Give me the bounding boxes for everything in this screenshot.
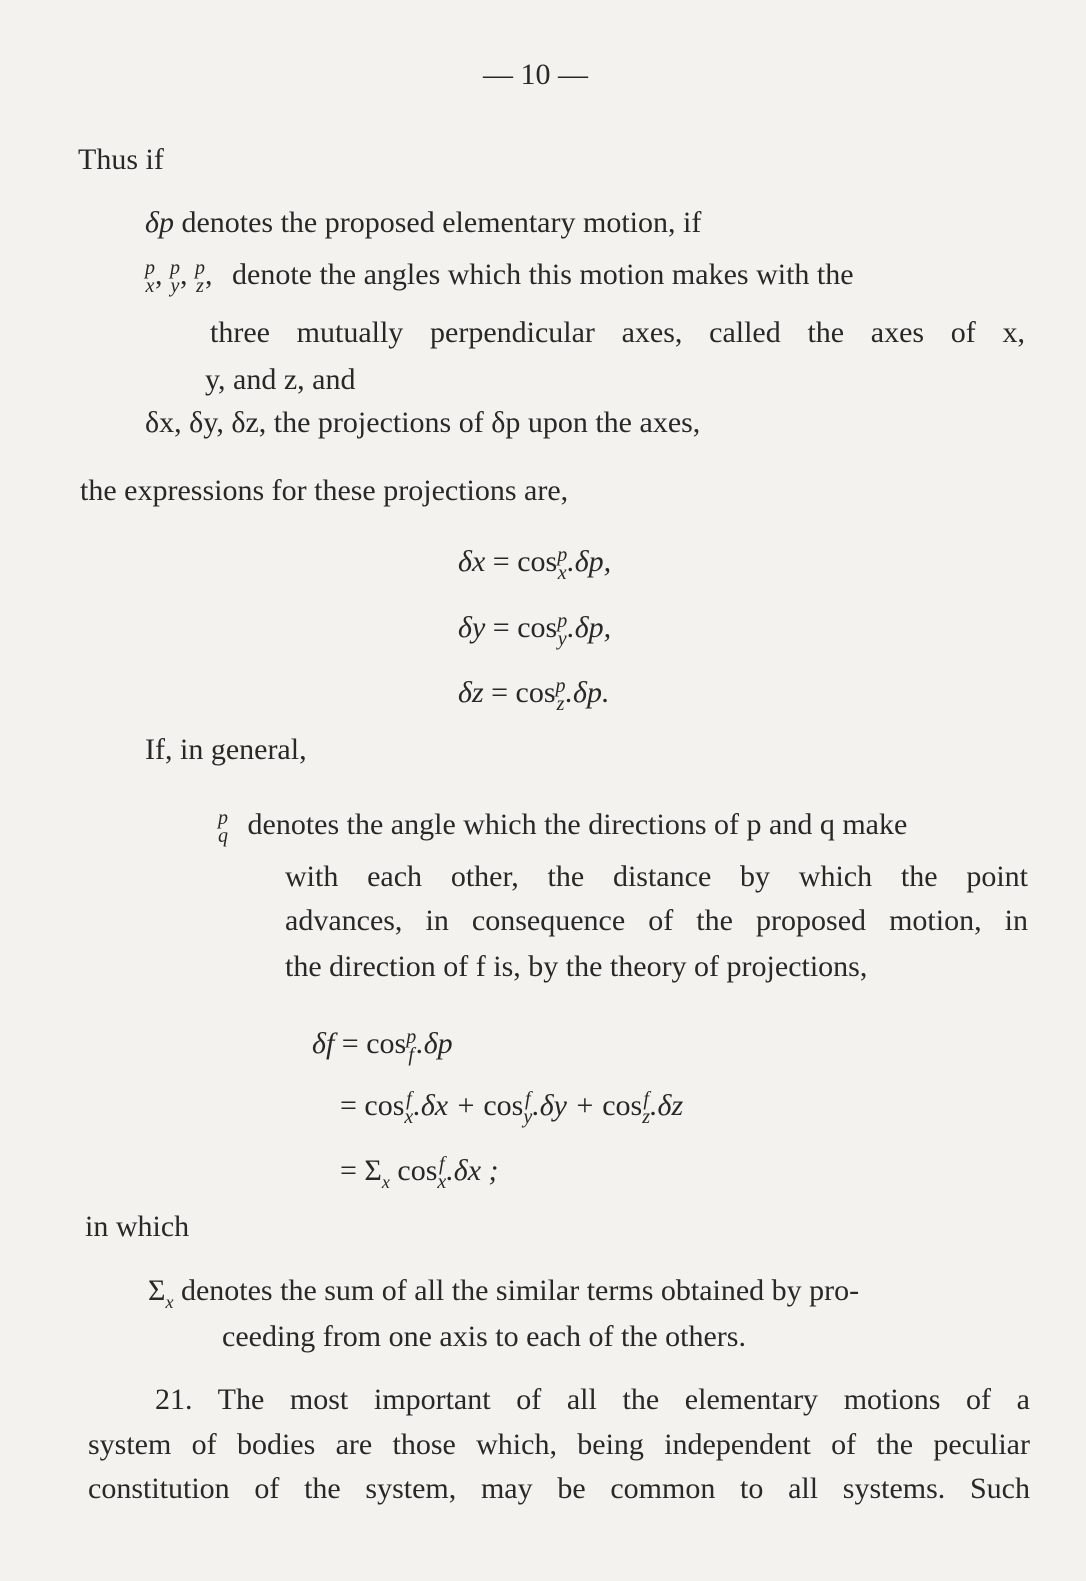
intro-text: Thus if	[78, 143, 164, 176]
general-def-line-3: advances, in consequence of the proposed motion, in	[285, 904, 1028, 937]
general-def-line-4: the direction of f is, by the theory of projections,	[285, 950, 868, 983]
def-angles-line: p x , p y , p z , denote the angles which this motion makes with the	[145, 257, 854, 297]
angle-py: p y	[170, 257, 180, 297]
expressions-intro: the expressions for these projections are,	[80, 474, 569, 507]
eq-dx: δx = cos p x .δp,	[458, 544, 612, 584]
dp-text: denotes the proposed elementary motion, if	[181, 206, 702, 239]
general-def-line-2: with each other, the distance by which the point	[285, 860, 1028, 893]
dp-symbol: δp	[145, 206, 174, 239]
section-21-line-2: system of bodies are those which, being independent of the peculiar	[88, 1428, 1030, 1461]
sigma-def-line-2: ceeding from one axis to each of the others.	[222, 1320, 746, 1353]
angle-pq: p q	[218, 807, 228, 847]
eq-df-1: δf = cos p f .δp	[312, 1026, 453, 1066]
section-number: 21.	[155, 1383, 193, 1416]
eq-dy: δy = cos p y .δp,	[458, 610, 612, 650]
general-def-line-1: p q denotes the angle which the directions of p and q make	[218, 807, 908, 847]
eq-df-3: = $\Sigma_x$ cos f x .δx ;	[340, 1153, 499, 1193]
eq-dz: δz = cos p z .δp.	[458, 675, 610, 715]
axes-line-2: y, and z, and	[205, 363, 356, 396]
projections-def: δx, δy, δz, the projections of δp upon the axes,	[145, 406, 701, 439]
in-which: in which	[85, 1210, 190, 1243]
angle-px: p x	[145, 257, 155, 297]
sigma-def-line-1: $\Sigma_x$ denotes the sum of all the similar terms obtained by pro-	[148, 1274, 860, 1312]
general-intro: If, in general,	[145, 733, 307, 766]
axes-line-1: three mutually perpendicular axes, called the axes of x,	[210, 316, 1025, 349]
angles-text: denote the angles which this motion makes with the	[232, 257, 854, 291]
section-21-line-3: constitution of the system, may be common to all systems. Such	[88, 1472, 1030, 1505]
section-21-line-1: 21. The most important of all the elementary motions of a	[155, 1383, 1031, 1416]
angle-pz: p z	[195, 257, 205, 297]
def-dp-line	[145, 208, 701, 238]
page-number: — 10 —	[483, 58, 588, 91]
eq-df-2: = cos f x .δx + cos f y .δy + cos f z .δz	[340, 1088, 684, 1128]
